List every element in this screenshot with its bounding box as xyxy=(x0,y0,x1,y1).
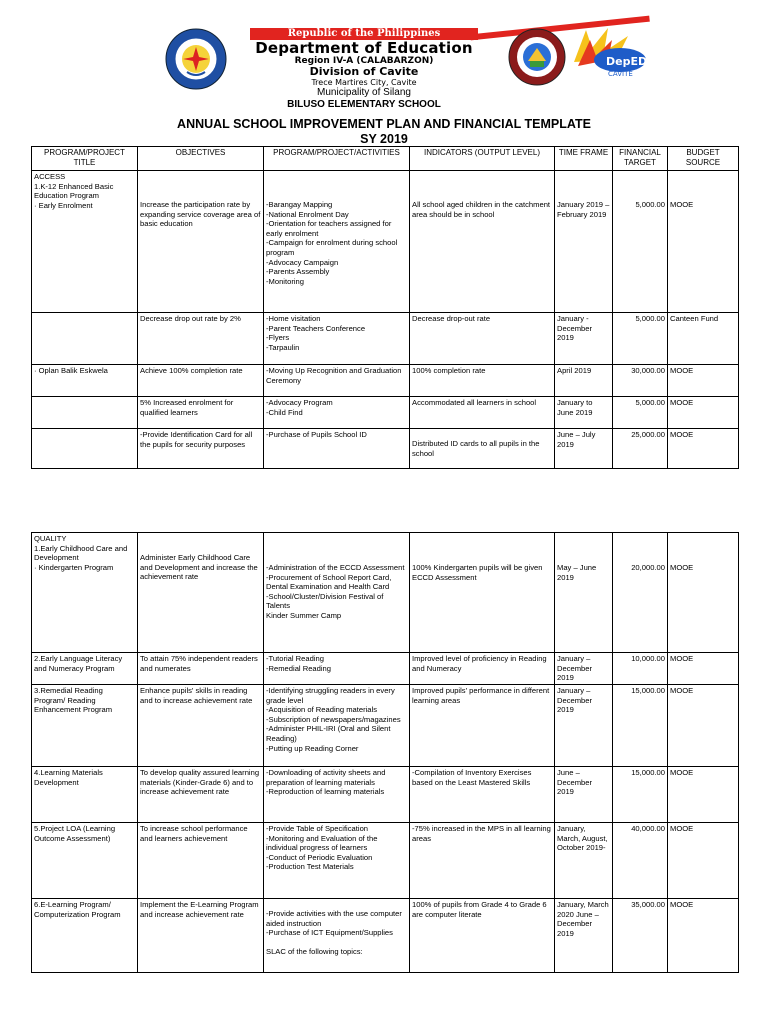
objective-cell: 5% Increased enrolment for qualified learners xyxy=(138,397,264,429)
time-cell: January – December 2019 xyxy=(555,653,613,685)
table-row xyxy=(32,533,739,653)
table-row xyxy=(32,429,739,469)
target-cell: 20,000.00 xyxy=(613,533,668,653)
col-header-activities: PROGRAM/PROJECT/ACTIVITIES xyxy=(264,147,410,171)
objective-cell: To develop quality assured learning materials (Kinder-Grade 6) and to increase achievement rate xyxy=(138,767,264,823)
col-header-time: TIME FRAME xyxy=(555,147,613,171)
target-cell: 15,000.00 xyxy=(613,685,668,767)
col-header-program: PROGRAM/PROJECT TITLE xyxy=(32,147,138,171)
letterhead xyxy=(0,0,768,110)
time-cell: January to June 2019 xyxy=(555,397,613,429)
col-header-indicators: INDICATORS (OUTPUT LEVEL) xyxy=(410,147,555,171)
indicator-cell: 100% of pupils from Grade 4 to Grade 6 are computer literate xyxy=(410,899,555,973)
program-cell: 2.Early Language Literacy and Numeracy Program xyxy=(32,653,138,685)
time-cell: January, March 2020 June – December 2019 xyxy=(555,899,613,973)
program-cell: 6.E-Learning Program/ Computerization Program xyxy=(32,899,138,973)
objective-cell: Implement the E-Learning Program and increase achievement rate xyxy=(138,899,264,973)
activities-cell: -Administration of the ECCD Assessment -Procurement of School Report Card, Dental Examination and Health Card -School/Cluster/Division Festival of Talents Kinder Summer Camp xyxy=(264,533,410,653)
table-header-row xyxy=(32,147,739,171)
department-name: Department of Education xyxy=(255,39,473,57)
source-cell: MOOE xyxy=(668,533,739,653)
activities-cell: -Provide Table of Specification -Monitoring and Evaluation of the individual progress of learners -Conduct of Periodic Evaluation -Production Test Materials xyxy=(264,823,410,899)
objective-cell: To increase school performance and learners achievement xyxy=(138,823,264,899)
city-name: Trece Martires City, Cavite xyxy=(311,78,417,87)
source-cell: MOOE xyxy=(668,171,739,313)
section-heading: QUALITY xyxy=(34,534,67,543)
table-row xyxy=(32,653,739,685)
objective-cell: Increase the participation rate by expanding service coverage area of basic education xyxy=(138,171,264,313)
source-cell: Canteen Fund xyxy=(668,313,739,365)
program-cell xyxy=(32,313,138,365)
quality-table xyxy=(31,532,739,973)
activities-cell: -Advocacy Program -Child Find xyxy=(264,397,410,429)
target-cell: 10,000.00 xyxy=(613,653,668,685)
school-seal-icon xyxy=(508,28,566,86)
objective-cell: Achieve 100% completion rate xyxy=(138,365,264,397)
col-header-target: FINANCIAL TARGET xyxy=(613,147,668,171)
source-cell: MOOE xyxy=(668,397,739,429)
time-cell: January - December 2019 xyxy=(555,313,613,365)
table-row xyxy=(32,365,739,397)
source-cell: MOOE xyxy=(668,429,739,469)
program-subtitle: · Early Enrolment xyxy=(34,200,93,210)
section-heading: ACCESS xyxy=(34,172,66,181)
target-cell: 15,000.00 xyxy=(613,767,668,823)
deped-cavite-logo-text: DepED xyxy=(606,55,648,68)
activities-cell: -Moving Up Recognition and Graduation Ceremony xyxy=(264,365,410,397)
objective-cell: Decrease drop out rate by 2% xyxy=(138,313,264,365)
target-cell: 5,000.00 xyxy=(613,171,668,313)
activities-cell: -Provide activities with the use computer aided instruction -Purchase of ICT Equipment/Supplies SLAC of the following topics: xyxy=(264,899,410,973)
program-cell: · Oplan Balik Eskwela xyxy=(32,365,138,397)
target-cell: 5,000.00 xyxy=(613,313,668,365)
document-title: ANNUAL SCHOOL IMPROVEMENT PLAN AND FINANCIAL TEMPLATE xyxy=(177,117,591,131)
table-row xyxy=(32,171,739,313)
indicator-cell: All school aged children in the catchment area should be in school xyxy=(410,171,555,313)
indicator-cell: 100% Kindergarten pupils will be given ECCD Assessment xyxy=(410,533,555,653)
program-cell xyxy=(32,429,138,469)
indicator-cell: Decrease drop-out rate xyxy=(410,313,555,365)
source-cell: MOOE xyxy=(668,767,739,823)
indicator-cell: 100% completion rate xyxy=(410,365,555,397)
time-cell: May – June 2019 xyxy=(555,533,613,653)
indicator-cell: Distributed ID cards to all pupils in the school xyxy=(410,429,555,469)
indicator-cell: Improved pupils' performance in different learning areas xyxy=(410,685,555,767)
activities-cell: -Barangay Mapping -National Enrolment Day -Orientation for teachers assigned for early enrolment -Campaign for enrolment during school program -Advocacy Campaign -Parents Assembly -Monitoring xyxy=(264,171,410,313)
col-header-source: BUDGET SOURCE xyxy=(668,147,739,171)
program-cell: 3.Remedial Reading Program/ Reading Enhancement Program xyxy=(32,685,138,767)
school-name: BILUSO ELEMENTARY SCHOOL xyxy=(287,99,441,110)
target-cell: 35,000.00 xyxy=(613,899,668,973)
republic-text: Republic of the Philippines xyxy=(287,28,441,39)
activities-cell: -Tutorial Reading -Remedial Reading xyxy=(264,653,410,685)
activities-cell: -Purchase of Pupils School ID xyxy=(264,429,410,469)
table-row xyxy=(32,313,739,365)
program-cell: 5.Project LOA (Learning Outcome Assessment) xyxy=(32,823,138,899)
municipality-name: Municipality of Silang xyxy=(317,87,411,98)
table-row xyxy=(32,823,739,899)
objective-cell: Enhance pupils' skills in reading and to increase achievement rate xyxy=(138,685,264,767)
table-row xyxy=(32,899,739,973)
school-year: SY 2019 xyxy=(360,132,408,146)
source-cell: MOOE xyxy=(668,653,739,685)
deped-cavite-logo-icon xyxy=(568,26,656,78)
col-header-objectives: OBJECTIVES xyxy=(138,147,264,171)
source-cell: MOOE xyxy=(668,823,739,899)
time-cell: April 2019 xyxy=(555,365,613,397)
program-cell: 4.Learning Materials Development xyxy=(32,767,138,823)
objective-cell: Administer Early Childhood Care and Development and increase the achievement rate xyxy=(138,533,264,653)
time-cell: June – December 2019 xyxy=(555,767,613,823)
source-cell: MOOE xyxy=(668,685,739,767)
indicator-cell: Improved level of proficiency in Reading and Numeracy xyxy=(410,653,555,685)
source-cell: MOOE xyxy=(668,365,739,397)
target-cell: 30,000.00 xyxy=(613,365,668,397)
activities-cell: -Home visitation -Parent Teachers Conference -Flyers -Tarpaulin xyxy=(264,313,410,365)
time-cell: January 2019 – February 2019 xyxy=(555,171,613,313)
activities-cell: -Downloading of activity sheets and preparation of learning materials -Reproduction of learning materials xyxy=(264,767,410,823)
program-title: 1.Early Childhood Care and Development · Kindergarten Program xyxy=(34,543,128,572)
deped-cavite-logo-subtext: CAVITE xyxy=(608,70,633,78)
division-name: Division of Cavite xyxy=(309,65,419,78)
time-cell: January, March, August, October 2019- xyxy=(555,823,613,899)
program-cell xyxy=(32,171,138,313)
objective-cell: -Provide Identification Card for all the pupils for security purposes xyxy=(138,429,264,469)
table-row xyxy=(32,767,739,823)
time-cell: June – July 2019 xyxy=(555,429,613,469)
program-cell xyxy=(32,397,138,429)
target-cell: 5,000.00 xyxy=(613,397,668,429)
access-table xyxy=(31,146,739,469)
source-cell: MOOE xyxy=(668,899,739,973)
table-row xyxy=(32,685,739,767)
deped-seal-icon xyxy=(165,28,227,90)
program-cell xyxy=(32,533,138,653)
indicator-cell: -Compilation of Inventory Exercises based on the Least Mastered Skills xyxy=(410,767,555,823)
target-cell: 25,000.00 xyxy=(613,429,668,469)
target-cell: 40,000.00 xyxy=(613,823,668,899)
time-cell: January – December 2019 xyxy=(555,685,613,767)
activities-cell: -Identifying struggling readers in every grade level -Acquisition of Reading materials -Subscription of newspapers/magazines -Administer PHIL-IRI (Oral and Silent Reading) -Putting up Reading Corner xyxy=(264,685,410,767)
indicator-cell: -75% increased in the MPS in all learning areas xyxy=(410,823,555,899)
objective-cell: To attain 75% independent readers and numerates xyxy=(138,653,264,685)
indicator-cell: Accommodated all learners in school xyxy=(410,397,555,429)
region-name: Region IV-A (CALABARZON) xyxy=(294,56,434,66)
table-row xyxy=(32,397,739,429)
program-title: 1.K-12 Enhanced Basic Education Program xyxy=(34,181,114,201)
